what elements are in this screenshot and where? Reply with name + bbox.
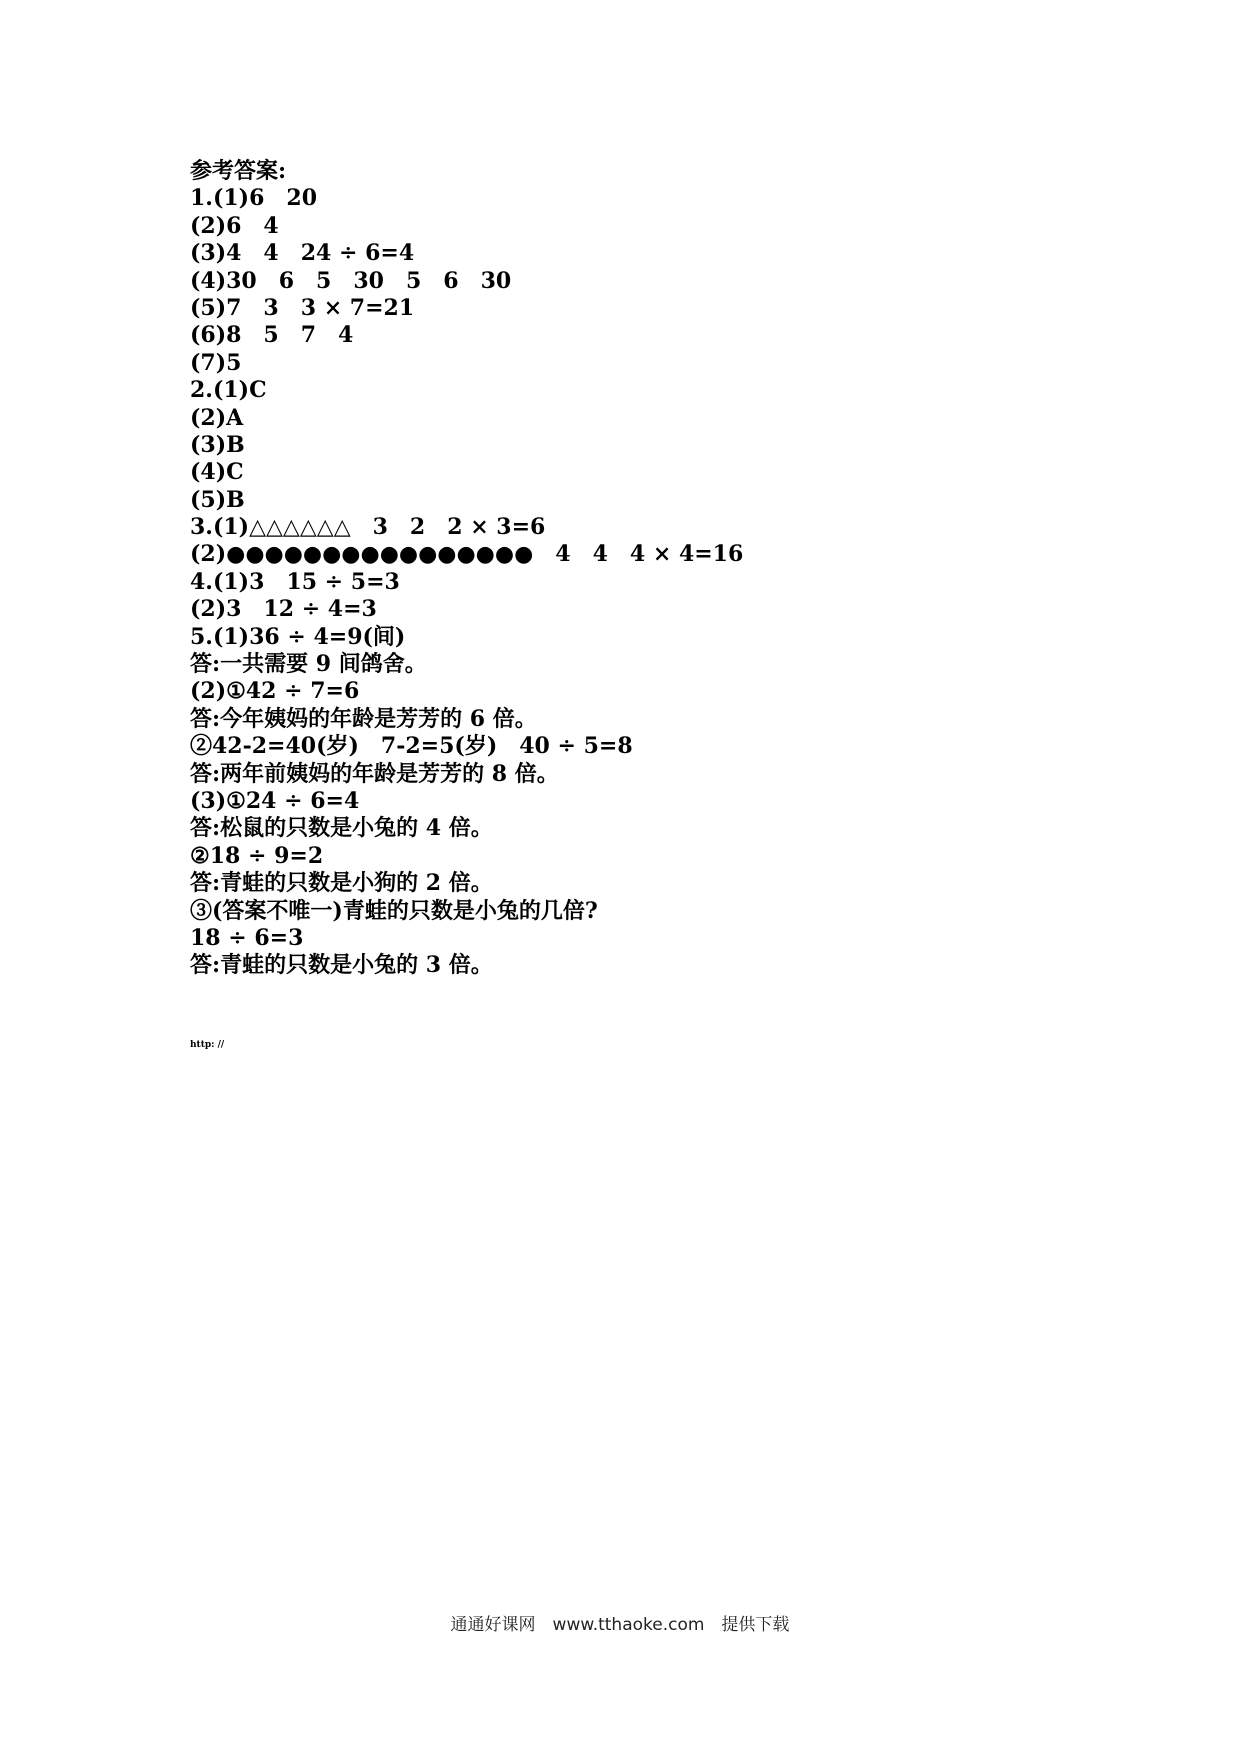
answer-line: 答:两年前姨妈的年龄是芳芳的 8 倍。 xyxy=(190,760,559,787)
answer-line: 5.(1)36 ÷ 4=9(间) xyxy=(190,623,406,650)
answer-line: 答:今年姨妈的年龄是芳芳的 6 倍。 xyxy=(190,705,537,732)
answer-list xyxy=(190,158,743,980)
answer-line: (4)30 6 5 30 5 6 30 xyxy=(190,267,512,294)
answer-line: ③(答案不唯一)青蛙的只数是小兔的几倍? xyxy=(190,897,598,924)
answer-heading: 参考答案: xyxy=(190,158,287,184)
url-text: http: // xyxy=(190,1040,225,1050)
footer-credit: 通通好课网 www.tthaoke.com 提供下载 xyxy=(450,1615,790,1635)
answer-line: 答:青蛙的只数是小狗的 2 倍。 xyxy=(190,870,493,897)
answer-line: (4)C xyxy=(190,459,244,486)
answer-line: (2)●●●●●●●●●●●●●●●● 4 4 4 × 4=16 xyxy=(190,541,744,568)
answer-line: 答:一共需要 9 间鸽舍。 xyxy=(190,651,427,678)
answer-line: (3)4 4 24 ÷ 6=4 xyxy=(190,240,415,267)
answer-line: (5)B xyxy=(190,486,245,513)
answer-line: (3)①24 ÷ 6=4 xyxy=(190,787,360,814)
answer-line: (6)8 5 7 4 xyxy=(190,322,354,349)
answer-line: 答:青蛙的只数是小兔的 3 倍。 xyxy=(190,952,493,979)
answer-line: 3.(1)△△△△△△ 3 2 2 × 3=6 xyxy=(190,514,546,541)
answer-line: (5)7 3 3 × 7=21 xyxy=(190,294,415,321)
answer-line: (2)A xyxy=(190,404,244,431)
answer-line: (2)6 4 xyxy=(190,212,279,239)
answer-line: 4.(1)3 15 ÷ 5=3 xyxy=(190,568,400,595)
answer-line: ②18 ÷ 9=2 xyxy=(190,842,324,869)
answer-line: (3)B xyxy=(190,431,245,458)
answer-line: 2.(1)C xyxy=(190,377,267,404)
answer-line: ②42-2=40(岁) 7-2=5(岁) 40 ÷ 5=8 xyxy=(190,733,633,760)
answer-line: 18 ÷ 6=3 xyxy=(190,924,304,951)
answer-line: 1.(1)6 20 xyxy=(190,185,318,212)
answer-line: (7)5 xyxy=(190,349,242,376)
answer-line: 答:松鼠的只数是小兔的 4 倍。 xyxy=(190,815,493,842)
answer-line: (2)①42 ÷ 7=6 xyxy=(190,678,360,705)
answer-line: (2)3 12 ÷ 4=3 xyxy=(190,596,377,623)
